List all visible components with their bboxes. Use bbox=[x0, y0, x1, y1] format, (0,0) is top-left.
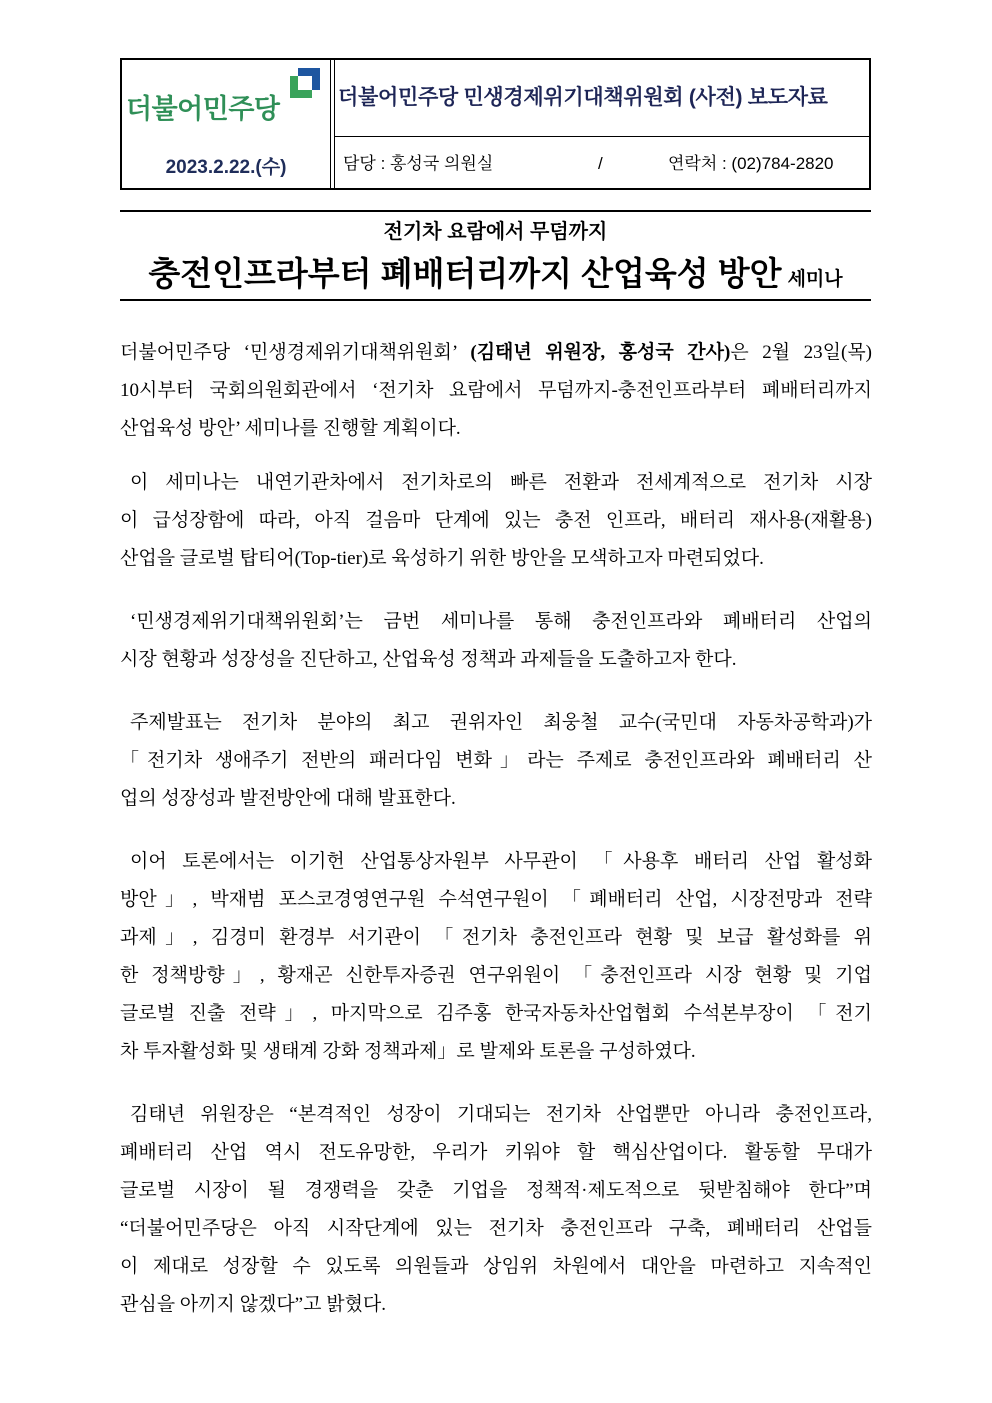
text-line: 이 제대로 성장할 수 있도록 의원들과 상임위 차원에서 대안을 마련하고 지속적인 bbox=[120, 1256, 872, 1277]
header-title: 더불어민주당 민생경제위기대책위원회 (사전) 보도자료 bbox=[338, 86, 828, 109]
text-line: 김태년 위원장은 “본격적인 성장이 기대되는 전기차 산업뿐만 아니라 충전인프라, bbox=[130, 1104, 872, 1125]
text-line: 이 급성장함에 따라, 아직 걸음마 단계에 있는 충전 인프라, 배터리 재사용(재활용) bbox=[120, 510, 872, 531]
text-line: 한 정책방향」, 황재곤 신한투자증권 연구위원이 「충전인프라 시장 현황 및 기업 bbox=[120, 965, 872, 986]
paragraph-goal bbox=[120, 603, 872, 679]
text-segment: 은 2월 23일(목) bbox=[730, 342, 872, 363]
text-line: 「전기차 생애주기 전반의 패러다임 변화」라는 주제로 충전인프라와 폐배터리 산 bbox=[120, 750, 872, 771]
headline-subtitle: 전기차 요람에서 무덤까지 bbox=[383, 221, 608, 243]
release-date: 2023.2.22.(수) bbox=[165, 157, 287, 178]
organizer-names: (김태년 위원장, 홍성국 간사) bbox=[470, 342, 731, 363]
text-line: 이 세미나는 내연기관차에서 전기차로의 빠른 전환과 전세계적으로 전기차 시장 bbox=[130, 472, 872, 493]
headline-top-rule bbox=[120, 210, 871, 212]
contact-person: 담당 : 홍성국 의원실 bbox=[343, 154, 494, 173]
text-line: 산업육성 방안’ 세미나를 진행할 계획이다. bbox=[120, 418, 461, 439]
header-title-cell bbox=[335, 60, 869, 137]
text-line: 차 투자활성화 및 생태계 강화 정책과제」로 발제와 토론을 구성하였다. bbox=[120, 1041, 696, 1062]
paragraph-intro bbox=[120, 334, 872, 448]
text-line: 폐배터리 산업 역시 전도유망한, 우리가 키워야 할 핵심산업이다. 활동할 무대가 bbox=[120, 1142, 872, 1163]
paragraph-purpose bbox=[120, 464, 872, 578]
text-line: 시장 현황과 성장성을 진단하고, 산업육성 정책과 과제들을 도출하고자 한다. bbox=[120, 649, 737, 670]
text-line: 이어 토론에서는 이기헌 산업통상자원부 사무관이 「사용후 배터리 산업 활성화 bbox=[130, 851, 872, 872]
text-line: 10시부터 국회의원회관에서 ‘전기차 요람에서 무덤까지-충전인프라부터 폐배터리까지 bbox=[120, 380, 872, 401]
contact-cell bbox=[335, 139, 869, 188]
press-release-header bbox=[120, 58, 871, 190]
text-line: “더불어민주당은 아직 시작단계에 있는 전기차 충전인프라 구축, 폐배터리 산업들 bbox=[120, 1218, 872, 1239]
text-line: 글로벌 진출 전략」, 마지막으로 김주홍 한국자동차산업협회 수석본부장이 「전기 bbox=[120, 1003, 872, 1024]
headline-title bbox=[120, 252, 871, 302]
text-line: 업의 성장성과 발전방안에 대해 발표한다. bbox=[120, 788, 456, 809]
logo-date-cell bbox=[122, 60, 330, 188]
contact-separator: / bbox=[598, 154, 603, 173]
text-line bbox=[120, 334, 872, 372]
headline-title-suffix: 세미나 bbox=[787, 269, 843, 290]
paragraph-discussion bbox=[120, 843, 872, 1071]
text-line: 주제발표는 전기차 분야의 최고 권위자인 최웅철 교수(국민대 자동차공학과)가 bbox=[130, 712, 872, 733]
text-line: 방안」, 박재범 포스코경영연구원 수석연구원이 「폐배터리 산업, 시장전망과 전략 bbox=[120, 889, 872, 910]
headline-bottom-rule bbox=[120, 299, 871, 301]
text-line: 관심을 아끼지 않겠다”고 밝혔다. bbox=[120, 1294, 387, 1315]
contact-phone: 연락처 : (02)784-2820 bbox=[668, 154, 834, 173]
party-logo-text: 더불어민주당 bbox=[126, 94, 280, 124]
text-line: 산업을 글로벌 탑티어(Top-tier)로 육성하기 위한 방안을 모색하고자 마련되었다. bbox=[120, 548, 764, 569]
paragraph-quote bbox=[120, 1096, 872, 1324]
text-line: 글로벌 시장이 될 경쟁력을 갖춘 기업을 정책적·제도적으로 뒷받침해야 한다”며 bbox=[120, 1180, 872, 1201]
text-segment: 더불어민주당 ‘민생경제위기대책위원회’ bbox=[120, 342, 471, 363]
paragraph-keynote bbox=[120, 704, 872, 818]
text-line: ‘민생경제위기대책위원회’는 금번 세미나를 통해 충전인프라와 폐배터리 산업의 bbox=[130, 611, 872, 632]
text-line: 과제」, 김경미 환경부 서기관이 「전기차 충전인프라 현황 및 보급 활성화를 위 bbox=[120, 927, 872, 948]
press-release-body bbox=[120, 334, 872, 1324]
headline-title-main: 충전인프라부터 폐배터리까지 산업육성 방안 bbox=[148, 255, 782, 292]
